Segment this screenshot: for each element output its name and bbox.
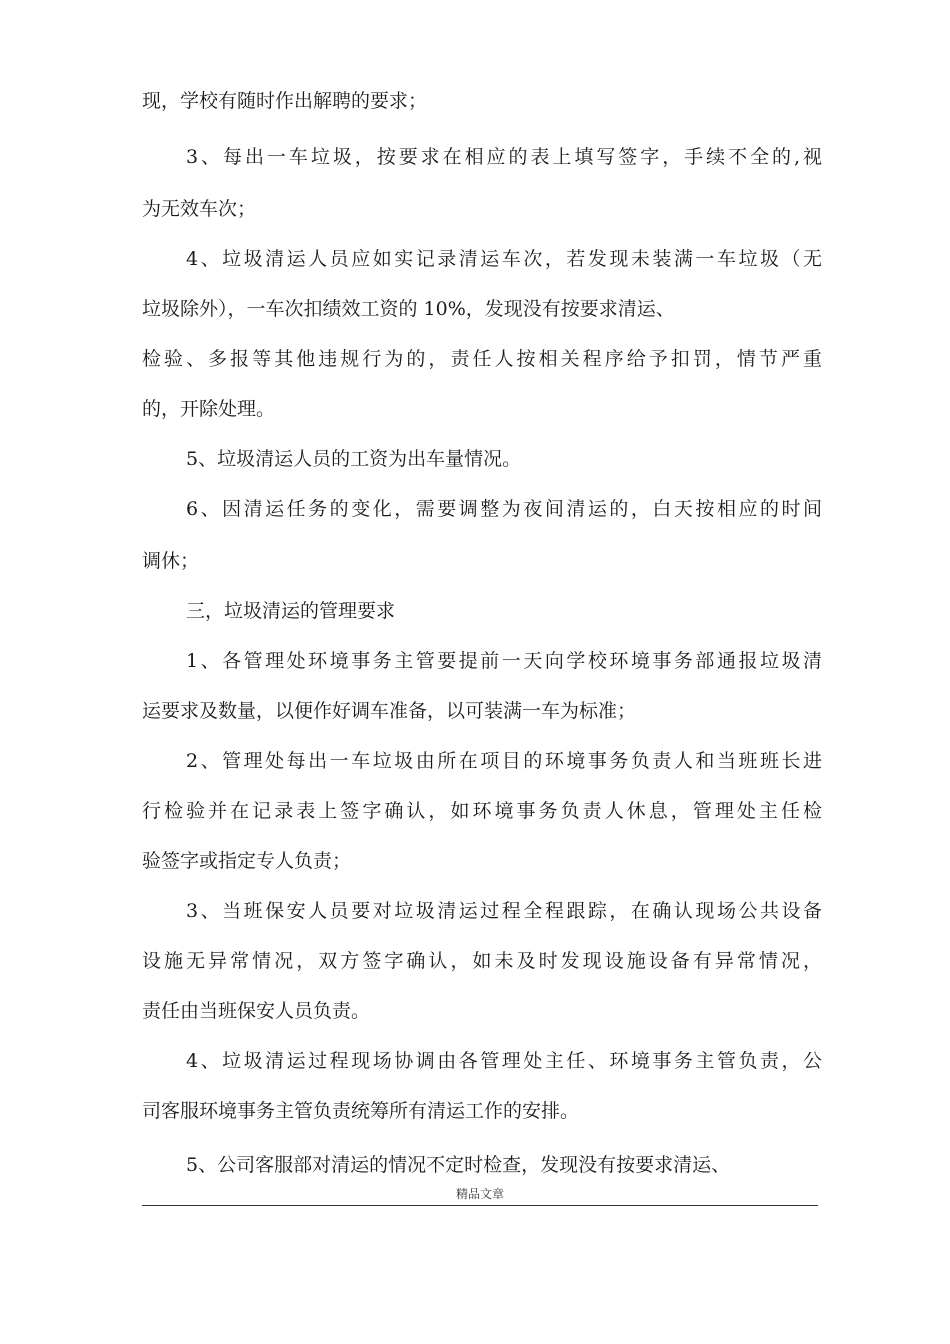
text-line-19: 责任由当班保安人员负责。 xyxy=(142,1000,371,1022)
text-line-1: 现，学校有随时作出解聘的要求； xyxy=(142,90,428,112)
text-line-5: 垃圾除外），一车次扣绩效工资的 10%，发现没有按要求清运、 xyxy=(142,298,675,320)
footer-divider xyxy=(142,1205,818,1206)
text-line-20: 4、垃圾清运过程现场协调由各管理处主任、环境事务主管负责，公 xyxy=(186,1050,822,1072)
text-line-22: 5、公司客服部对清运的情况不定时检查，发现没有按要求清运、 xyxy=(186,1154,731,1176)
text-line-2: 3、每出一车垃圾，按要求在相应的表上填写签字，手续不全的,视 xyxy=(186,146,822,168)
text-line-3: 为无效车次； xyxy=(142,198,257,220)
text-line-12: 1、各管理处环境事务主管要提前一天向学校环境事务部通报垃圾清 xyxy=(186,650,822,672)
text-line-21: 司客服环境事务主管负责统筹所有清运工作的安排。 xyxy=(142,1100,580,1122)
text-line-4: 4、垃圾清运人员应如实记录清运车次，若发现未装满一车垃圾（无 xyxy=(186,248,822,270)
text-line-18: 设施无异常情况，双方签字确认，如未及时发现设施设备有异常情况， xyxy=(142,950,822,972)
text-line-6: 检验、多报等其他违规行为的，责任人按相关程序给予扣罚，情节严重 xyxy=(142,348,822,370)
text-line-13: 运要求及数量，以便作好调车准备，以可装满一车为标准； xyxy=(142,700,637,722)
text-line-15: 行检验并在记录表上签字确认，如环境事务负责人休息，管理处主任检 xyxy=(142,800,822,822)
section-heading: 三，垃圾清运的管理要求 xyxy=(186,600,396,622)
text-line-10: 调休； xyxy=(142,550,200,572)
text-line-7: 的，开除处理。 xyxy=(142,398,276,420)
footer-label: 精品文章 xyxy=(455,1187,504,1201)
text-line-9: 6、因清运任务的变化，需要调整为夜间清运的，白天按相应的时间 xyxy=(186,498,822,520)
text-line-8: 5、垃圾清运人员的工资为出车量情况。 xyxy=(186,448,522,470)
text-line-17: 3、当班保安人员要对垃圾清运过程全程跟踪，在确认现场公共设备 xyxy=(186,900,822,922)
text-line-16: 验签字或指定专人负责； xyxy=(142,850,352,872)
text-line-14: 2、管理处每出一车垃圾由所在项目的环境事务负责人和当班班长进 xyxy=(186,750,822,772)
